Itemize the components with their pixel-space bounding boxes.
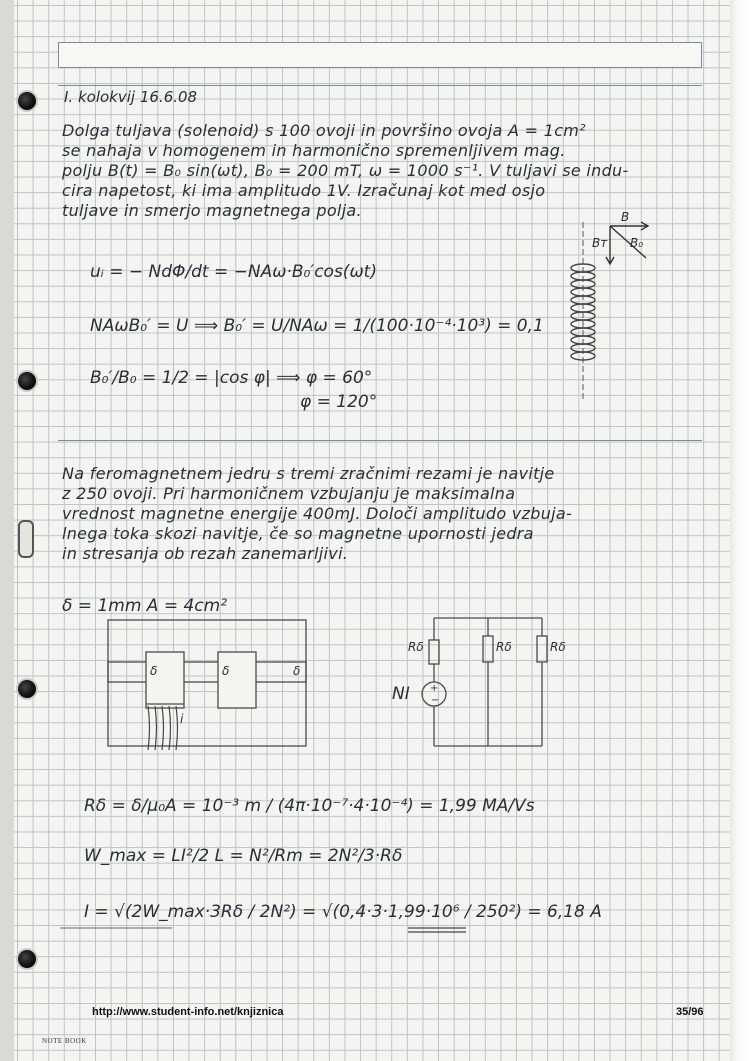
equation-current: I = √(2W_max·3Rδ / 2N²) = √(0,4·3·1,99·10⁶ / 250²) = 6,18 A [84,902,602,922]
page-number: 35/96 [676,1006,704,1018]
problem-line: z 250 ovoji. Pri harmoničnem vzbujanju je maksimalna [62,484,516,503]
svg-text:−: − [431,695,440,706]
gap-label: δ [222,664,230,678]
circuit [422,618,547,746]
svg-text:+: + [430,683,439,694]
label-bt: Bᴛ [592,236,608,250]
gap-label: δ [150,664,158,678]
problem-line: lnega toka skozi navitje, če so magnetne upornosti jedra [62,524,534,543]
problem-line: cira napetost, ki ima amplitudo 1V. Izračunaj kot med osjo [62,181,546,200]
page-title: I. kolokvij 16.6.08 [64,88,198,106]
given-values: δ = 1mm A = 4cm² [62,596,228,616]
label-b0: B₀ [630,236,644,250]
resistor-label: Rδ [408,640,424,654]
equation-angle-alt: φ = 120° [300,392,378,412]
current-label: i [180,712,184,726]
problem-line: polju B(t) = B₀ sin(ωt), B₀ = 200 mT, ω = 1000 s⁻¹. V tuljavi se indu- [62,161,629,180]
source-label: NI [392,684,410,704]
equation-reluctance: Rδ = δ/μ₀A = 10⁻³ m / (4π·10⁻⁷·4·10⁻⁴) = 1,99 MA/Vs [84,796,535,816]
problem-line: se nahaja v homogenem in harmonično spremenljivem mag. [62,141,566,160]
brand-mark: NOTE BOOK [42,1037,87,1045]
problem-line: tuljave in smerjo magnetnega polja. [62,201,362,220]
coil-winding [148,706,178,750]
resistor-label: Rδ [496,640,512,654]
problem-line: Dolga tuljava (solenoid) s 100 ovoji in površino ovoja A = 1cm² [62,121,586,140]
gap-label: δ [293,664,301,678]
equation-energy: W_max = LI²/2 L = N²/Rm = 2N²/3·Rδ [84,846,403,866]
label-b: B [621,210,630,224]
equation-induced-voltage: uᵢ = − NdΦ/dt = −NAω·B₀′cos(ωt) [90,262,377,282]
problem-line: Na feromagnetnem jedru s tremi zračnimi rezami je navitje [62,464,555,483]
footer-url[interactable]: http://www.student-info.net/knjiznica [92,1006,284,1018]
resistor-label: Rδ [550,640,566,654]
problem-line: vrednost magnetne energije 400mJ. Določi amplitudo vzbuja- [62,504,573,523]
problem-line: in stresanja ob rezah zanemarljivi. [62,544,349,563]
equation-amplitude: NAωB₀′ = U ⟹ B₀′ = U/NAω = 1/(100·10⁻⁴·10³) = 0,1 [90,316,544,336]
equation-angle: B₀′/B₀ = 1/2 = |cos φ| ⟹ φ = 60° [90,368,373,388]
